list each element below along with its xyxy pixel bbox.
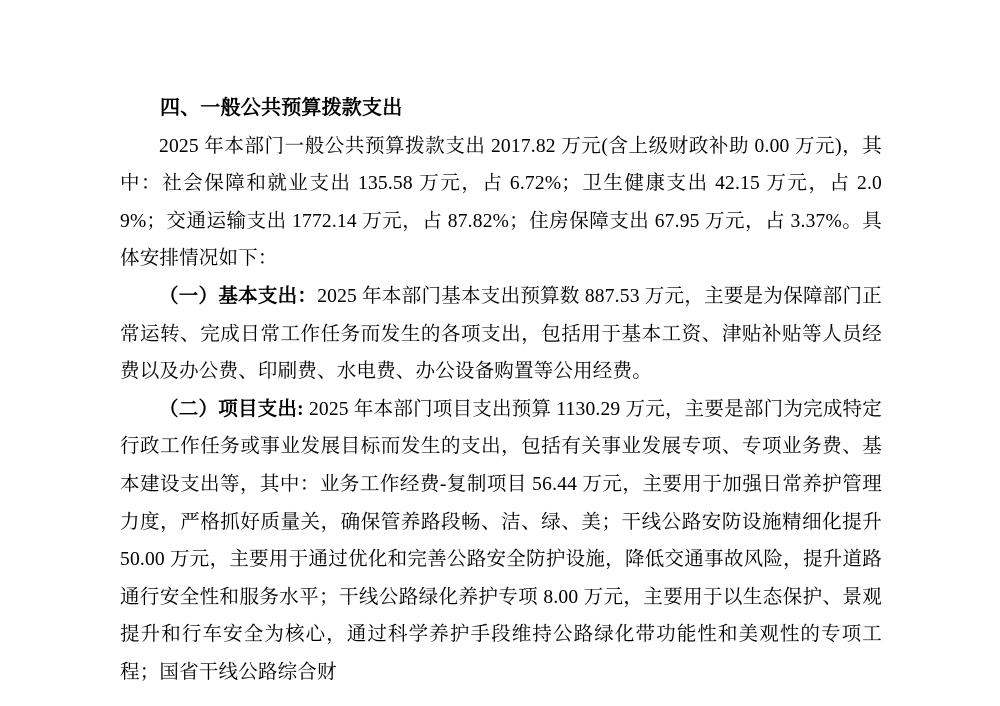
paragraph-project-expenditure-text: 2025 年本部门项目支出预算 1130.29 万元，主要是部门为完成特定行政工作任务或事业发展目标而发生的支出，包括有关事业发展专项、专项业务费、基本建设支出等，其中：业务工作经费-复制项目 56.44 万元，主要用于加强日常养护管理力度，严格抓好质量关，确保管养路段畅、洁、绿、美；干线公路安防设施精细化提升 50.00 万元，主要用于通过优化和完善公路安全防护设施，降低交通事故风险，提升道路通行安全性和服务水平；干线公路绿化养护专项 8.00 万元，主要用于以生态保护、景观提升和行车安全为核心，通过科学养护手段维持公路绿化带功能性和美观性的专项工程；国省干线公路综合财 — [120, 398, 882, 683]
paragraph-overview — [120, 128, 882, 278]
paragraph-project-expenditure-lead: （二）项目支出: — [159, 398, 304, 420]
paragraph-project-expenditure — [120, 391, 882, 692]
paragraph-basic-expenditure-lead: （一）基本支出： — [159, 285, 318, 307]
paragraph-basic-expenditure — [120, 278, 882, 391]
paragraph-basic-expenditure-text: 2025 年本部门基本支出预算数 887.53 万元，主要是为保障部门正常运转、完成日常工作任务而发生的各项支出，包括用于基本工资、津贴补贴等人员经费以及办公费、印刷费、水电费、办公设备购置等公用经费。 — [120, 285, 883, 383]
paragraph-overview-text: 2025 年本部门一般公共预算拨款支出 2017.82 万元(含上级财政补助 0.00 万元)，其中：社会保障和就业支出 135.58 万元，占 6.72%；卫生健康支出 42.15 万元，占 2.09%；交通运输支出 1772.14 万元，占 87.82%；住房保障支出 67.95 万元，占 3.37%。具体安排情况如下： — [120, 135, 882, 270]
document-content — [120, 90, 882, 692]
section-heading: 四、一般公共预算拨款支出 — [160, 97, 403, 119]
